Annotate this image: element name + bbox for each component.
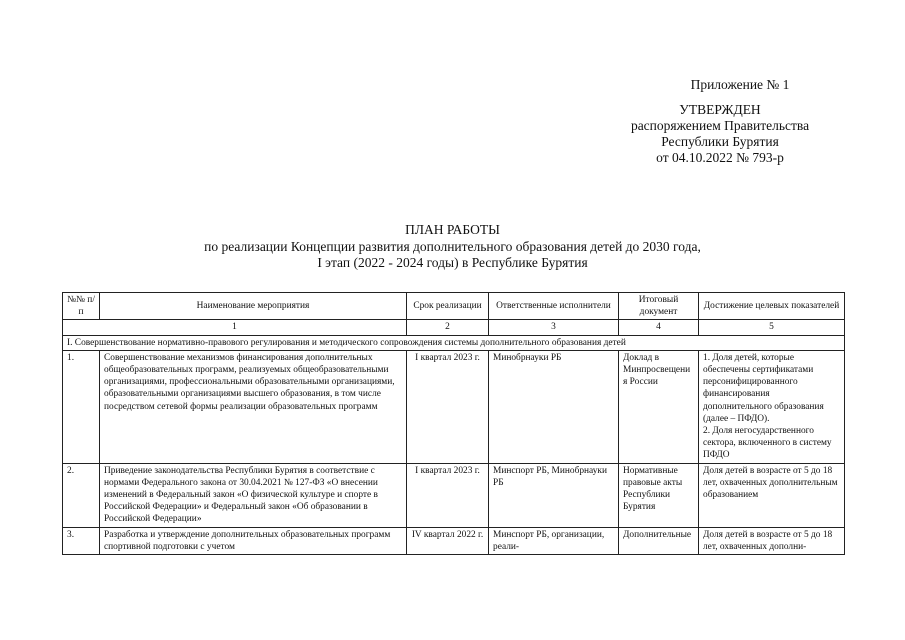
plan-subtitle: по реализации Концепции развития дополнительного образования детей до 2030 года, (204, 239, 701, 254)
plan-table (62, 292, 845, 555)
row-name: Приведение законодательства Республики Бурятия в соответствие с нормами Федерального закона от 30.04.2021 № 127-ФЗ «О внесении изменений в Федеральный закон «О физической культуре и спорте в Российской Федерации» и Федеральный закон «Об образовании в Российской Федерации» (100, 463, 407, 527)
approved-by-line: распоряжением Правительства (630, 118, 810, 133)
column-number: 4 (619, 320, 699, 335)
row-document: Дополнительные (619, 527, 699, 554)
plan-heading: ПЛАН РАБОТЫ (405, 222, 500, 237)
appendix-label: Приложение № 1 (690, 77, 790, 92)
row-num: 2. (63, 463, 100, 527)
header-term: Срок реализации (407, 293, 489, 320)
row-indicators (699, 527, 845, 554)
section-row (63, 335, 845, 350)
table-row (63, 350, 845, 463)
table-header-row (63, 293, 845, 320)
row-document: Нормативные правовые акты Республики Бурятия (619, 463, 699, 527)
row-executors: Минобрнауки РБ (489, 350, 619, 463)
table-row (63, 463, 845, 527)
approved-label: УТВЕРЖДЕН (679, 102, 761, 117)
row-term: I квартал 2023 г. (407, 463, 489, 527)
plan-title (60, 222, 845, 271)
header-executors: Ответственные исполнители (489, 293, 619, 320)
section-title: I. Совершенствование нормативно-правового регулирования и методического сопровождения системы дополнительного образования детей (63, 335, 845, 350)
header-indicators: Достижение целевых показателей (699, 293, 845, 320)
plan-subtitle: I этап (2022 - 2024 годы) в Республике Бурятия (317, 255, 588, 270)
column-number: 5 (699, 320, 845, 335)
approval-date: от 04.10.2022 № 793-р (656, 150, 784, 165)
header-num: №№ п/п (63, 293, 100, 320)
row-term: I квартал 2023 г. (407, 350, 489, 463)
row-term: IV квартал 2022 г. (407, 527, 489, 554)
indicator-text: Доля детей в возрасте от 5 до 18 лет, охваченных дополнительным образованием (703, 465, 838, 501)
row-document: Доклад в Минпросвещения России (619, 350, 699, 463)
header-name: Наименование мероприятия (100, 293, 407, 320)
table-row (63, 527, 845, 554)
header-document: Итоговый документ (619, 293, 699, 320)
row-indicators (699, 350, 845, 463)
row-name: Совершенствование механизмов финансирования дополнительных общеобразовательных программ, реализуемых общеобразовательными организациями, профессиональными образовательными организациями, образовательными организациями высшего образования, в том числе посредством сетевой формы реализации образовательных программ (100, 350, 407, 463)
row-executors: Минспорт РБ, организации, реали- (489, 527, 619, 554)
row-num: 1. (63, 350, 100, 463)
row-name: Разработка и утверждение дополнительных образовательных программ спортивной подготовки с учетом (100, 527, 407, 554)
row-num: 3. (63, 527, 100, 554)
row-executors: Минспорт РБ, Минобрнауки РБ (489, 463, 619, 527)
row-indicators (699, 463, 845, 527)
indicator-text: 1. Доля детей, которые обеспечены сертификатами персонифицированного финансирования дополнительного образования (далее – ПФДО). (703, 352, 824, 424)
approved-by-line: Республики Бурятия (661, 134, 779, 149)
column-number: 1 (63, 320, 407, 335)
column-number: 3 (489, 320, 619, 335)
indicator-text: Доля детей в возрасте от 5 до 18 лет, охваченных дополни- (703, 529, 833, 552)
column-number-row (63, 320, 845, 335)
indicator-text: 2. Доля негосударственного сектора, включенного в систему ПФДО (703, 426, 832, 461)
approval-block (600, 77, 840, 166)
column-number: 2 (407, 320, 489, 335)
